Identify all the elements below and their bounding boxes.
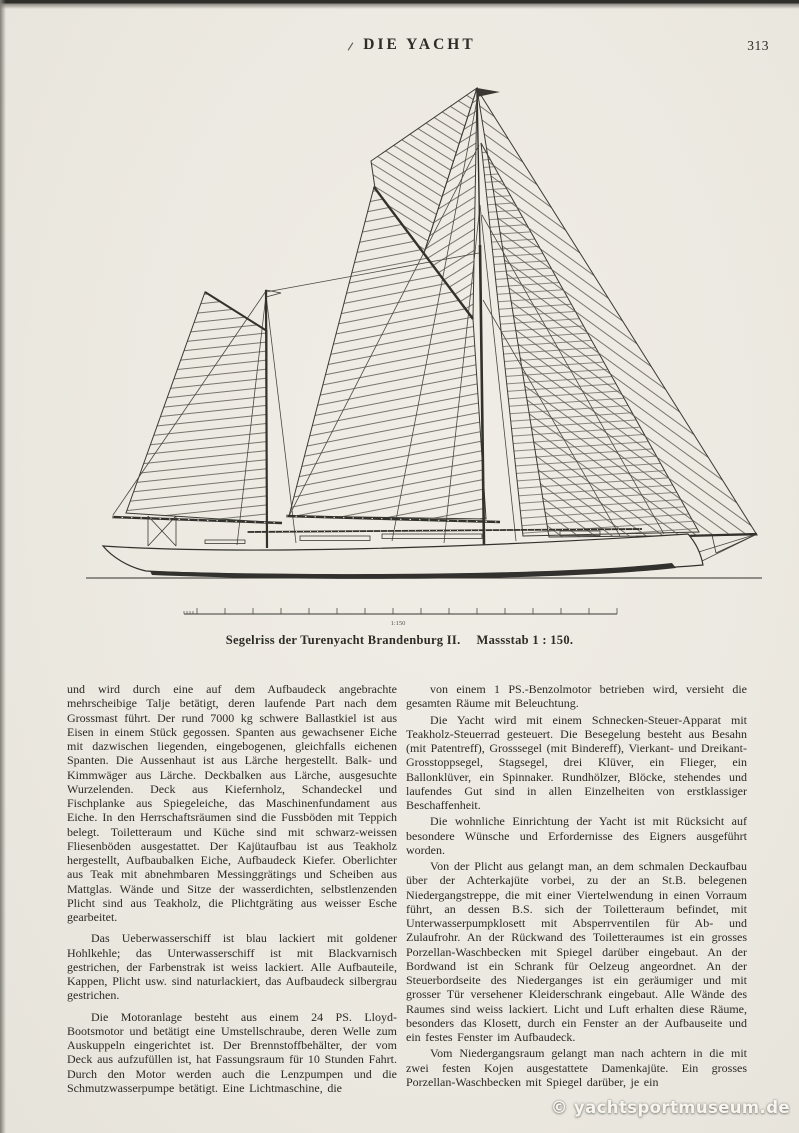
watermark: © yachtsportmuseum.de: [550, 1098, 790, 1117]
figure-caption-title: Segelriss der Turenyacht Brandenburg II.: [225, 633, 461, 647]
paragraph: Das Ueberwasserschiff ist blau lackiert mit goldener Hohlkehle; das Unterwasserschiff ist mit Blackvarnisch gestrichen, der Farbenstrak ist weiss lackiert. Alle Aufbauteile, Kappen, Plicht usw. sind naturlackiert, das Aufbaudeck silbergrau gestrichen.: [67, 931, 397, 1003]
page-number: 313: [747, 38, 769, 53]
mizzen-sail: [126, 292, 267, 522]
figure-caption: [0, 633, 799, 648]
article-column-left: [67, 682, 397, 1095]
sails: [126, 88, 757, 537]
scale-ruler: [184, 608, 617, 627]
mizzen-mast: [266, 290, 267, 548]
article-column-right: [406, 682, 747, 1089]
mizzen-pennant: [266, 290, 281, 297]
sail-plan-figure: [0, 85, 799, 630]
mizzen-shroud-fwd: [266, 295, 296, 543]
main-pennant: [477, 88, 500, 97]
paragraph: Die Yacht wird mit einem Schnecken-Steuer-Apparat mit Teakholz-Steuerrad gesteuert. Die Besegelung besteht aus Besahn (mit Patentreff), Grosssegel (mit Bindereff), Vierkant- und Dreikant-Grosstoppsegel, Stagsegel, drei Klüver, ein Flieger, ein Ballonklüver, ein Spinnaker. Rundhölzer, Blöcke, stehendes und laufendes Gut sind in allen Einzelheiten von erstklassiger Beschaffenheit.: [406, 712, 747, 812]
sail-plan-drawing: [0, 85, 799, 630]
paragraph: Von der Plicht aus gelangt man, an dem schmalen Deckaufbau über der Achterkajüte vorbei, zu der an St.B. belegenen Niedergangstreppe, die mit einer Viertelwendung in einen Vorraum führt, an dessen B.S. sich der Toiletteraum befindet, mit Unterwasserpumpklosett mit Absperrventilen für Ab- und Zulaufrohr. An der Rückwand des Toiletteraumes ist ein grosses Porzellan-Waschbecken mit Spiegel darüber eingebaut. An der Bordwand ist ein Schrank für Oelzeug angeordnet. An der Steuerbordseite des Niederganges ist ein geräumiger und mit grosser Tür versehener Kleiderschrank eingebaut. Alle Wände des Raumes sind weiss lackiert. Licht und Luft erhalten diese Räume, besonders das Klosett, durch ein Fenster an der Aufbauseite und ein festes Fenster im Aufbaudeck.: [406, 859, 747, 1044]
main-topmast: [477, 88, 480, 247]
paragraph: Die Motoranlage besteht aus einem 24 PS. Lloyd-Bootsmotor und betätigt eine Umstellschraube, deren Welle zum Auskuppeln eingerichtet ist. Der Brennstoffbehälter, der vom Deck aus aufzufüllen ist, hat Fassungsraum für 10 Stunden Fahrt. Durch den Motor werden auch die Lenzpumpen und die Schmutzwasserpumpe betätigt. Eine Lichtmaschine, die: [67, 1009, 397, 1095]
masthead: [0, 36, 799, 60]
journal-title: DIE YACHT: [363, 36, 476, 53]
scale-ruler-label: 1:150: [390, 620, 406, 627]
paragraph: von einem 1 PS.-Benzolmotor betrieben wird, versieht die gesamten Räume mit Beleuchtung.: [406, 682, 747, 711]
paragraph: Vom Niedergangsraum gelangt man nach achtern in die mit zwei festen Kojen ausgestattete Damenkajüte. Ein grosses Porzellan-Waschbecken mit Spiegel darüber, je ein: [406, 1046, 747, 1089]
paragraph: und wird durch eine auf dem Aufbaudeck angebrachte mehrscheibige Talje betätigt, deren laufende Part nach dem Grossmast führt. Der rund 7000 kg schwere Ballastkiel ist aus Eisen in einem Stück gegossen. Spanten aus gewachsener Eiche mit dazwischen liegenden, eingebogenen, gleichfalls eichenen Spanten. Die Aussenhaut ist aus Lärche hergestellt. Balk- und Kimmwäger aus Lärche. Deckbalken aus Lärche, ausgesuchte Wurzelenden. Deck aus Kiefernholz, Schandeckel und Fischplanke aus Spiegeleiche, das Maschinenfundament aus Eiche. In den Herrschaftsräumen sind die Fussböden mit Teppich belegt. Toiletteraum und Küche sind mit schwarz-weissen Fliesenböden ausgestattet. Der Kajütaufbau ist aus Teakholz hergestellt, Aufbaubalken Eiche, Aufbaudeck Kiefer. Oberlichter aus Teak mit abnehmbaren Messinggrätings und Scheiben aus Mattglas. Wände und Sitze der wasserdichten, selbstlenzenden Plicht sind aus Teakholz, die Plichtgräting aus weisser Esche gearbeitet.: [67, 682, 397, 924]
figure-caption-scale: Massstab 1 : 150.: [476, 633, 574, 647]
scan-top-edge: [0, 0, 799, 9]
paragraph: Die wohnliche Einrichtung der Yacht ist mit Rücksicht auf besondere Wünsche und Erfordernisse des Eigners ausgeführt worden.: [406, 814, 747, 857]
